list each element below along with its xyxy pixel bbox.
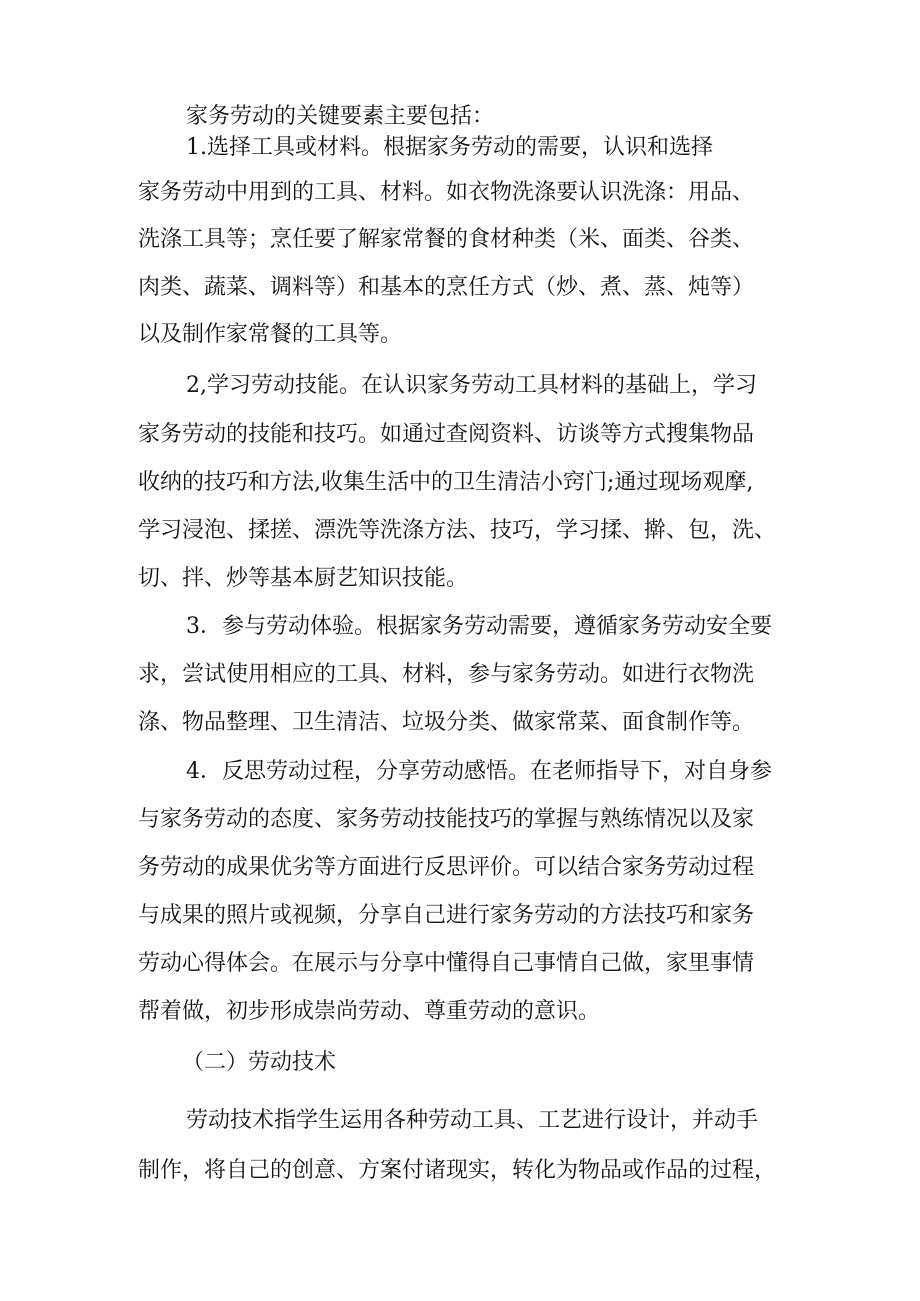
text-line: 洗涤工具等；烹任要了解家常餐的食材种类（米、面类、谷类、 — [138, 227, 755, 252]
text-line: 以及制作家常餐的工具等。 — [138, 322, 403, 347]
text-line: 肉类、蔬菜、调料等）和基本的烹任方式（炒、煮、蒸、炖等） — [138, 275, 755, 300]
section-title: （二）劳动技术 — [182, 1050, 337, 1075]
text-line: 务劳动的成果优劣等方面进行反思评价。可以结合家务劳动过程 — [138, 855, 755, 880]
text-line: 与家务劳动的态度、家务劳动技能技巧的掌握与熟练情况以及家 — [138, 807, 755, 832]
text-line: 3．参与劳动体验。根据家务劳动需要，遵循家务劳动安全要 — [186, 614, 772, 639]
text-line: 制作，将自己的创意、方案付诸现实，转化为物品或作品的过程， — [138, 1158, 777, 1183]
text-line: 家务劳动中用到的工具、材料。如衣物洗涤要认识洗涤：用品、 — [138, 180, 755, 205]
text-line: 涤、物品整理、卫生清洁、垃圾分类、做家常菜、面食制作等。 — [138, 710, 755, 735]
text-line: 劳动技术指学生运用各种劳动工具、工艺进行设计，并动手 — [186, 1108, 759, 1133]
text-line: 求，尝试使用相应的工具、材料，参与家务劳动。如进行衣物洗 — [138, 662, 755, 687]
text-line: 1.选择工具或材料。根据家务劳动的需要，认识和选择 — [186, 135, 713, 160]
text-line: 2,学习劳动技能。在认识家务劳动工具材料的基础上，学习 — [186, 373, 757, 398]
text-line: 家务劳动的关键要素主要包括： — [186, 104, 495, 129]
text-line: 帮着做，初步形成崇尚劳动、尊重劳动的意识。 — [138, 999, 601, 1024]
text-line: 劳动心得体会。在展示与分享中懂得自己事情自己做，家里事情 — [138, 951, 755, 976]
text-line: 家务劳动的技能和技巧。如通过查阅资料、访谈等方式搜集物品 — [138, 422, 755, 447]
text-line: 切、拌、炒等基本厨艺知识技能。 — [138, 566, 469, 591]
text-line: 收纳的技巧和方法,收集生活中的卫生清洁小窍门;通过现场观摩, — [138, 470, 754, 495]
text-line: 与成果的照片或视频，分享自己进行家务劳动的方法技巧和家务 — [138, 903, 755, 928]
text-line: 4．反思劳动过程，分享劳动感悟。在老师指导下，对自身参 — [186, 759, 772, 784]
text-line: 学习浸泡、揉搓、漂洗等洗涤方法、技巧，学习揉、擀、包，洗、 — [138, 518, 777, 543]
